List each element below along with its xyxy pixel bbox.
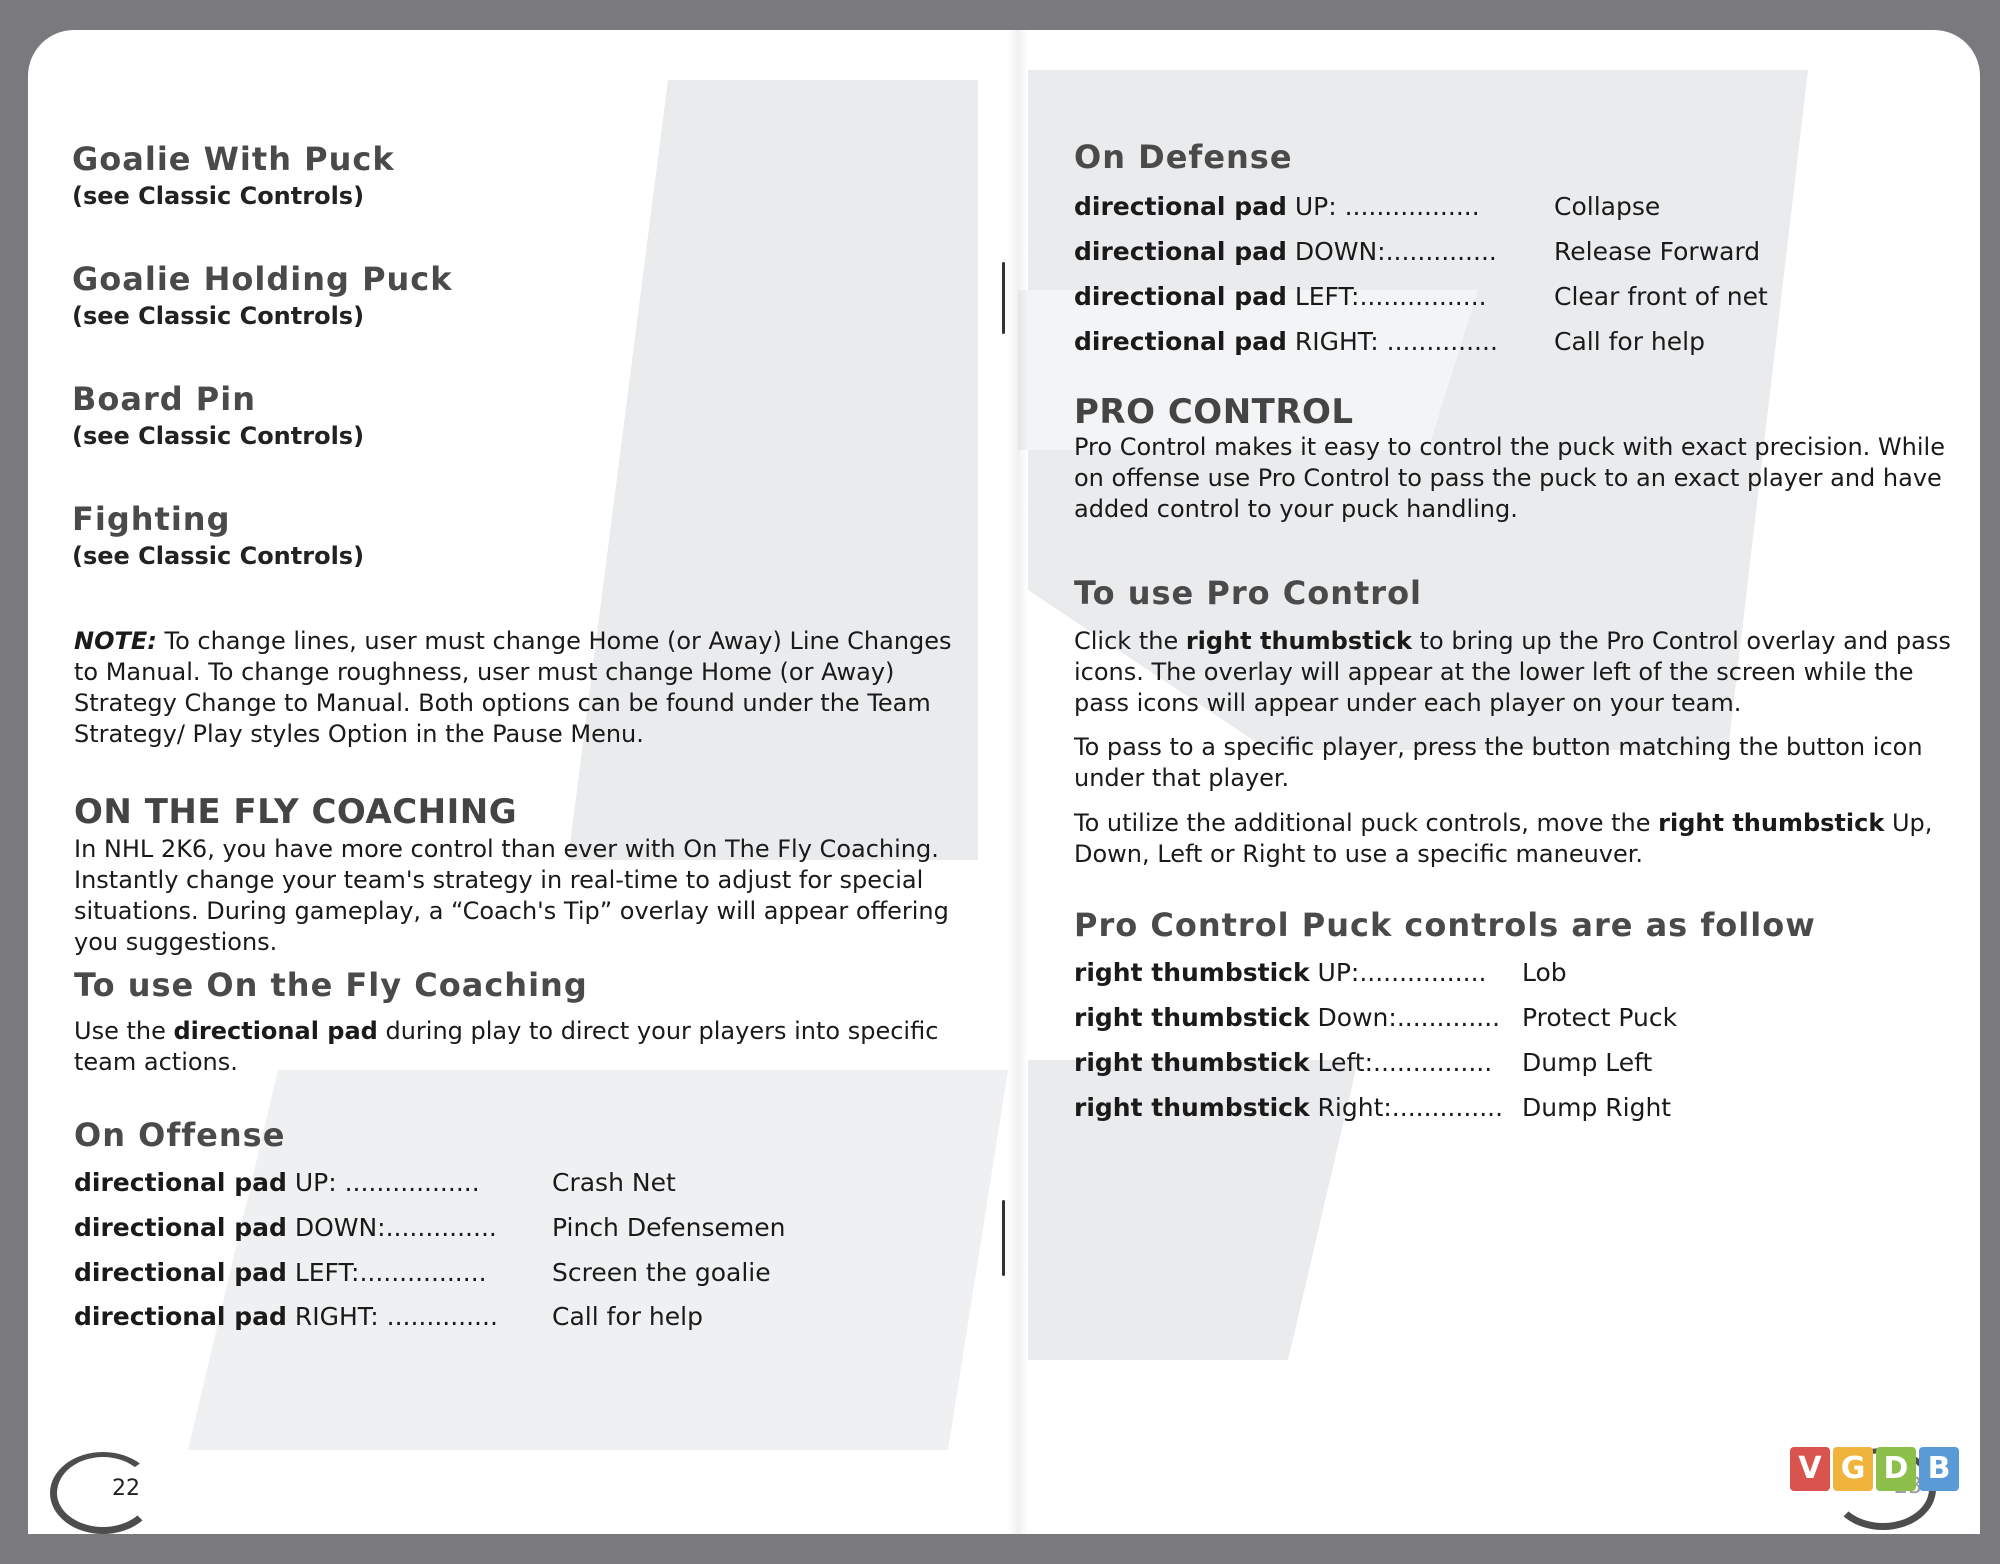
defense-row: directional pad RIGHT: .............. Call for help [1074,327,1705,356]
defense-row: directional pad UP: ................. Collapse [1074,192,1661,221]
staple-bottom [1002,1200,1005,1276]
board-pin-note: (see Classic Controls) [72,422,365,450]
vgdb-letter: B [1919,1447,1959,1491]
on-the-fly-coaching-text: In NHL 2K6, you have more control than ever with On The Fly Coaching. Instantly change your team's strategy in real-time to adjust for special situations. During gameplay, a “Coach's Tip” overlay will appear offering you suggestions. [74,835,949,956]
on-offense-heading: On Offense [74,1116,286,1154]
puck-control-row: right thumbstick Down:............. Protect Puck [1074,1003,1678,1032]
use-on-the-fly-heading: To use On the Fly Coaching [74,966,588,1004]
vgdb-letter: V [1790,1447,1830,1491]
pass-player-text: To pass to a specific player, press the button matching the button icon under that player. [1074,733,1923,792]
fighting-note: (see Classic Controls) [72,542,365,570]
puck-control-row: right thumbstick UP:................ Lob [1074,958,1567,987]
page-number-left: 22 [112,1476,140,1501]
note-text: To change lines, user must change Home (or Away) Line Changes to Manual. To change roughness, user must change Home (or Away) Strategy Change to Manual. Both options can be found under the Team Strategy/ Play styles Option in the Pause Menu. [74,627,952,748]
page-gutter [1008,30,1028,1534]
offense-row: directional pad RIGHT: .............. Call for help [74,1302,703,1331]
note-label: NOTE: [74,627,157,655]
offense-row: directional pad LEFT:................ Screen the goalie [74,1258,771,1287]
puck-controls-heading: Pro Control Puck controls are as follow [1074,906,1816,944]
defense-row: directional pad LEFT:................ Clear front of net [1074,282,1768,311]
offense-row: directional pad DOWN:.............. Pinch Defensemen [74,1213,786,1242]
board-pin-heading: Board Pin (see Classic Controls) [72,380,365,450]
puck-control-row: right thumbstick Right:.............. Dump Right [1074,1093,1672,1122]
directional-pad-term: directional pad [173,1017,378,1045]
puck-control-row: right thumbstick Left:............... Dump Left [1074,1048,1653,1077]
staple-top [1002,262,1005,334]
goalie-holding-puck-heading: Goalie Holding Puck (see Classic Controls) [72,260,453,330]
on-the-fly-coaching-heading: ON THE FLY COACHING [74,792,518,832]
vgdb-letter: G [1833,1447,1873,1491]
defense-row: directional pad DOWN:.............. Release Forward [1074,237,1761,266]
use-on-the-fly-text: Use the directional pad during play to direct your players into specific team actions. [74,1017,939,1076]
goalie-holding-puck-note: (see Classic Controls) [72,302,365,330]
fighting-heading: Fighting (see Classic Controls) [72,500,365,570]
right-thumbstick-term: right thumbstick [1185,627,1413,655]
offense-row: directional pad UP: ................. Crash Net [74,1168,676,1197]
vgdb-logo [1790,1447,1959,1491]
use-pro-control-text: Click the right thumbstick to bring up the Pro Control overlay and pass icons. The overlay will appear at the lower left of the screen while the pass icons will appear under each player on your team. [1074,627,1951,717]
pro-control-heading: PRO CONTROL [1074,392,1354,432]
goalie-with-puck-heading: Goalie With Puck (see Classic Controls) [72,140,395,210]
on-defense-heading: On Defense [1074,138,1293,176]
use-pro-control-heading: To use Pro Control [1074,574,1423,612]
right-thumbstick-term: right thumbstick [1658,809,1885,837]
additional-controls-text: To utilize the additional puck controls, move the right thumbstick Up, Down, Left or Right to use a specific maneuver. [1074,809,1933,868]
goalie-with-puck-note: (see Classic Controls) [72,182,365,210]
manual-spread [28,30,1980,1534]
pro-control-text: Pro Control makes it easy to control the puck with exact precision. While on offense use Pro Control to pass the puck to an exact player and have added control to your puck handling. [1074,433,1945,523]
vgdb-letter: D [1876,1447,1916,1491]
note-paragraph [74,626,974,750]
page-corner-mark-left [50,1452,156,1534]
